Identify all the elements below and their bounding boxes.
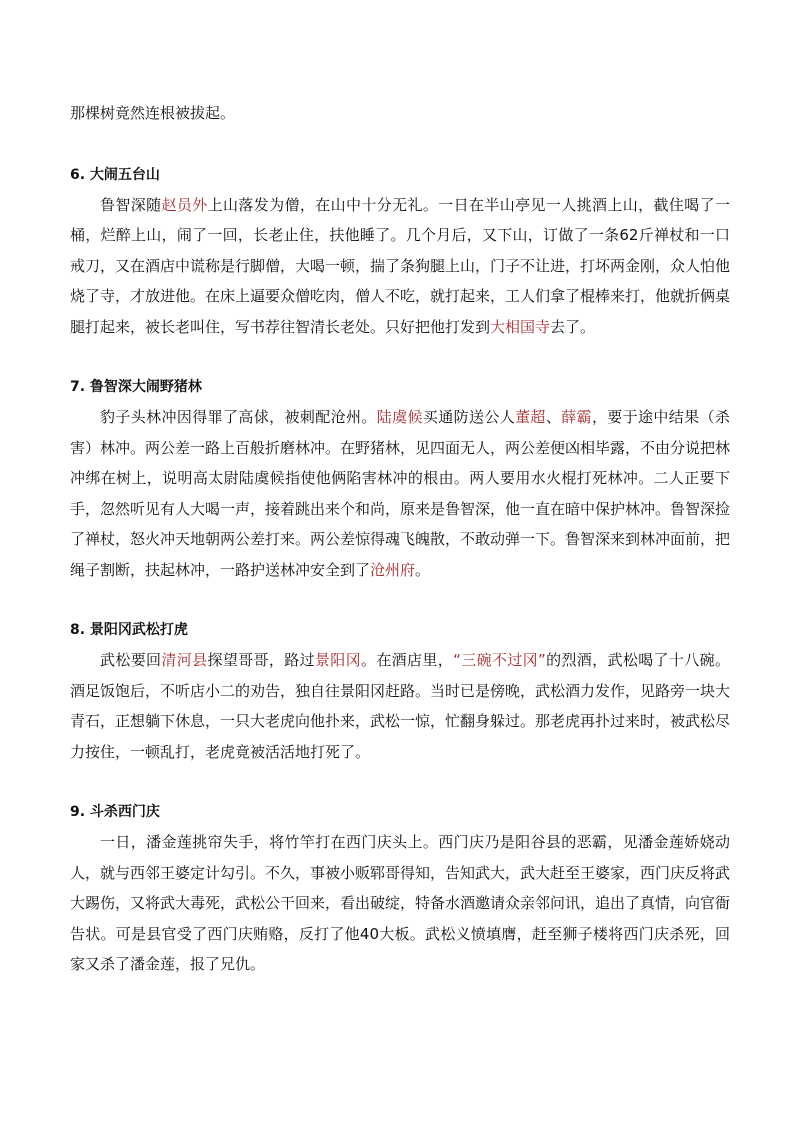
highlighted-name: 陆虞候 [376, 408, 423, 426]
section-heading-6: 6. 大闹五台山 [70, 166, 160, 183]
highlighted-place: 沧州府 [370, 560, 416, 579]
text-run: 。在酒店里， [360, 651, 454, 669]
highlighted-place: 大相国寺 [490, 317, 551, 336]
text-run: ，要于途中结果（杀害）林冲。两公差一路上百般折磨林冲。在野猪林，见四面无人，两公差便凶相毕露，不由分说把林冲绑在树上，说明高太尉陆虞候指使他俩陷害林冲的根由。两人要用水火棍打死林冲。二人正要下手，忽然听见有人大喝一声，接着跳出来个和尚，原来是鲁智深，他一直在暗中保护林冲。鲁智深捡了禅杖，怒火冲天地朝两公差打来。两公差惊得魂飞魄散，不敢动弹一下。鲁智深来到林冲面前，把绳子割断，扶起林冲，一路护送林冲安全到了 [70, 408, 731, 579]
section-heading-7: 7. 鲁智深大闹野猪林 [70, 379, 202, 395]
highlighted-name: 赵员外 [161, 195, 208, 214]
section-heading-9: 9. 斗杀西门庆 [70, 804, 160, 820]
text-run: 鲁智深随 [100, 195, 162, 214]
text-run: 去了。 [550, 317, 596, 336]
text-run: 豹子头林冲因得罪了高俅，被刺配沧州。 [100, 408, 377, 426]
text-run: 武松要回 [100, 651, 162, 669]
text-run: 上山落发为僧，在山中十分无礼。一日在半山亭见一人挑酒上山，截住喝了一桶，烂醉上山，闹了一回，长老止住，扶他睡了。几个月后，又下山，订做了一条62斤禅杖和一口戒刀，又在酒店中谎称是行脚僧，大喝一顿，揣了条狗腿上山，门子不让进，打坏两金刚，众人怕他烧了寺，才放进他。在床上逼要众僧吃肉，僧人不吃，就打起来，工人们拿了棍棒来打，他就折俩桌腿打起来，被长老叫住，写书荐往智清长老处。只好把他打发到 [70, 195, 731, 336]
intro-paragraph: 那棵树竟然连根被拔起。 [70, 104, 236, 122]
highlighted-name: 董超 [515, 408, 546, 426]
text-run: 、 [545, 408, 562, 426]
document-page [70, 98, 730, 980]
section-heading-8: 8. 景阳冈武松打虎 [70, 622, 188, 638]
highlighted-place: 景阳冈 [314, 651, 361, 669]
section-paragraph-9 [70, 827, 730, 980]
section-paragraph-7 [70, 402, 730, 585]
text-run: 探望哥哥，路过 [207, 651, 315, 669]
highlighted-name: 薛霸 [561, 408, 592, 426]
text-run: 一日，潘金莲挑帘失手，将竹竿打在西门庆头上。西门庆乃是阳谷县的恶霸，见潘金莲娇娆动人，就与西邻王婆定计勾引。不久，事被小贩郓哥得知，告知武大，武大赶至王婆家，西门庆反将武大踢伤，又将武大毒死，武松公干回来，看出破绽，特备水酒邀请众亲邻问讯，追出了真情，向官衙告状。可是县官受了西门庆贿赂，反打了他40大板。武松义愤填膺，赶至狮子楼将西门庆杀死，回家又杀了潘金莲，报了兄仇。 [70, 833, 731, 973]
text-run: 买通防送公人 [422, 408, 516, 426]
section-paragraph-6 [70, 190, 730, 343]
highlighted-quote: “三碗不过冈” [453, 651, 546, 669]
highlighted-place: 清河县 [161, 651, 208, 669]
text-run: 。 [415, 560, 431, 579]
section-paragraph-8 [70, 645, 730, 767]
text-run: 的烈酒，武松喝了十八碗。酒足饭饱后，不听店小二的劝告，独自往景阳冈赶路。当时已是傍晚，武松酒力发作，见路旁一块大青石，正想躺下休息，一只大老虎向他扑来，武松一惊，忙翻身躲过。那老虎再扑过来时，被武松尽力按住，一顿乱打，老虎竟被活活地打死了。 [70, 651, 731, 761]
